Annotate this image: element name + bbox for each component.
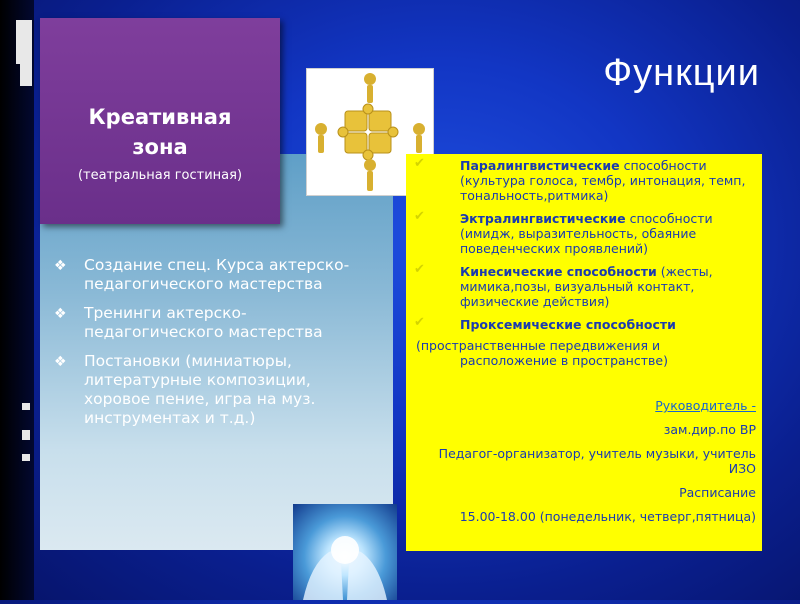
decor-dot — [22, 403, 30, 410]
decor-line — [20, 56, 32, 86]
list-item: ❖ Создание спец. Курса актерско-педагогического мастерства — [54, 256, 350, 293]
diamond-bullet-icon: ❖ — [54, 306, 67, 322]
glowing-hands-image — [293, 504, 397, 600]
slide-title: Функции — [603, 52, 760, 94]
list-item: ❖ Тренинги актерско-педагогического мастерства — [54, 304, 323, 341]
zone-header — [40, 18, 280, 224]
check-icon: ✔ — [414, 209, 425, 224]
decor-dot — [22, 454, 30, 461]
leader-text: зам.дир.по ВР — [663, 422, 756, 437]
function-item: ✔ Паралингвистические способности (культура голоса, тембр, интонация, темп, тональность,ритмика) — [414, 156, 746, 203]
decor-dot — [22, 430, 30, 440]
zone-title-line1: Креативная — [88, 105, 232, 129]
left-decor-bar — [0, 0, 34, 600]
leader-label-link[interactable]: Руководитель - — [655, 398, 756, 413]
zone-subtitle: (театральная гостиная) — [77, 168, 243, 183]
zone-title-line2: зона — [132, 135, 188, 159]
function-item: ✔ Проксемические способности — [414, 315, 676, 332]
check-icon: ✔ — [414, 262, 425, 277]
schedule-label: Расписание — [679, 485, 756, 500]
function-item: ✔ Кинесические способности (жесты, мимика,позы, визуальный контакт, физические действия) — [414, 262, 713, 309]
function-extra-text: (пространственные передвижения и расположение в пространстве) — [416, 338, 668, 368]
check-icon: ✔ — [414, 156, 425, 171]
activity-list — [52, 256, 377, 428]
functions-panel — [406, 154, 762, 551]
hands-icon — [293, 504, 397, 600]
check-icon: ✔ — [414, 315, 425, 330]
function-item: ✔ Эктралингвистические способности (имидж, выразительность, обаяние поведенческих проявлений) — [414, 209, 713, 256]
list-item: ❖ Постановки (миниатюры, литературные композиции, хоровое пение, игра на муз. инструментах и т.д.) — [54, 352, 316, 427]
staff-text: Педагог-организатор, учитель музыки, учитель ИЗО — [438, 446, 756, 476]
schedule-text: 15.00-18.00 (понедельник, четверг,пятница) — [459, 509, 756, 524]
diamond-bullet-icon: ❖ — [54, 354, 67, 370]
diamond-bullet-icon: ❖ — [54, 258, 67, 274]
